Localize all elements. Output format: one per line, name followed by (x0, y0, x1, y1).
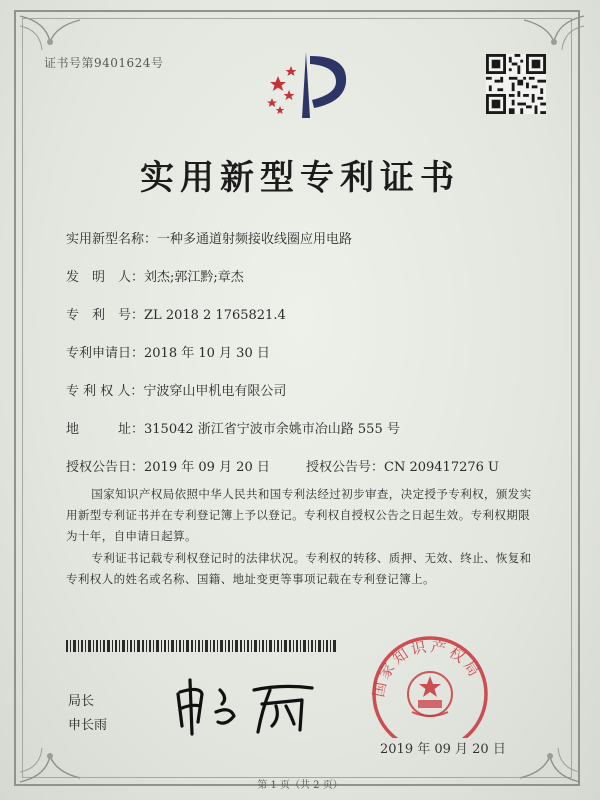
field-label: 发 明 人： (66, 270, 145, 285)
field-label: 地 址： (66, 422, 145, 437)
field-value: ZL 2018 2 1765821.4 (144, 308, 286, 323)
chief-name: 申长雨 (68, 718, 108, 733)
field-value: 2019 年 09 月 20 日 (144, 460, 270, 475)
certificate-title: 实用新型专利证书 (140, 158, 460, 198)
field-grant-number (306, 456, 499, 475)
field-label: 专利申请日： (66, 346, 145, 361)
signature-icon (172, 676, 322, 736)
field-label: 专 利 权 人： (66, 384, 144, 399)
field-grant-date (66, 456, 270, 475)
field-value: 一种多通道射频接收线圈应用电路 (157, 232, 353, 247)
field-inventor (66, 266, 244, 285)
field-address (66, 418, 400, 437)
field-label: 授权公告号： (306, 460, 385, 475)
field-patentee (66, 380, 286, 399)
official-seal-icon (364, 628, 496, 738)
field-filing-date (66, 342, 270, 361)
field-label: 授权公告日： (66, 460, 145, 475)
field-value: 315042 浙江省宁波市余姚市冶山路 555 号 (144, 422, 400, 437)
field-value: 刘杰;郭江黔;章杰 (144, 270, 244, 285)
field-utility-model-name (66, 228, 352, 247)
field-value: 宁波穿山甲机电有限公司 (143, 384, 287, 399)
page-number: 第 1 页（共 2 页） (257, 780, 343, 791)
paragraph-grant-statement: 国家知识产权局依照中华人民共和国专利法经过初步审查，决定授予专利权，颁发实用新型专利证书并在专利登记簿上予以登记。专利权自授权公告之日起生效。专利权期限为十年，自申请日起算。 (66, 487, 532, 543)
seal-text: 国家知识产权局 (369, 637, 485, 699)
field-label: 专 利 号： (66, 308, 145, 323)
field-patent-number (66, 304, 286, 323)
field-value: 2018 年 10 月 30 日 (144, 346, 270, 361)
patent-office-logo-icon (258, 46, 358, 126)
chief-title: 局长 (68, 694, 95, 709)
certificate-number: 证书号第9401624号 (44, 56, 164, 70)
field-value: CN 209417276 U (384, 460, 499, 475)
qr-code-icon (486, 54, 546, 114)
paragraph-legal-status: 专利证书记载专利权登记时的法律状况。专利权的转移、质押、无效、终止、恢复和专利权人的姓名或名称、国籍、地址变更等事项记载在专利登记簿上。 (66, 551, 532, 586)
field-label: 实用新型名称： (66, 232, 158, 247)
seal-date: 2019 年 09 月 20 日 (380, 742, 506, 757)
barcode-icon (66, 640, 336, 652)
